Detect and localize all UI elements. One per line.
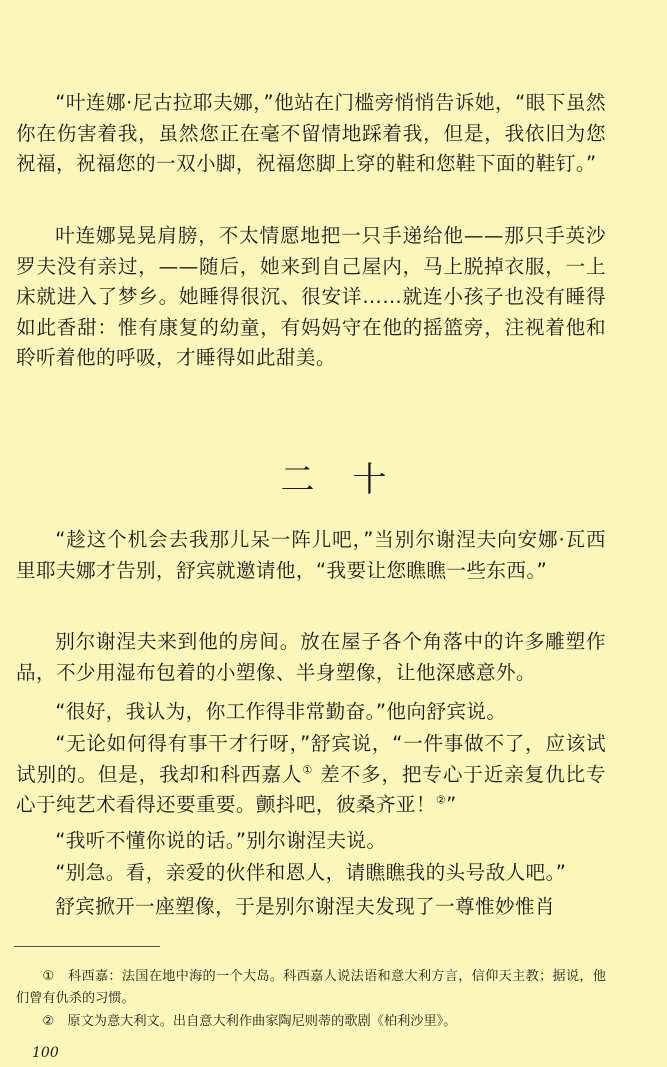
paragraph-revenge-part1: “无论如何得有事干才行呀，”舒宾说，“一件事做不了，应该试试别的。但是，我却和科西嘉人 [16, 732, 606, 786]
paragraph-revenge-part3: ” [446, 793, 457, 816]
footnote-ref-1: ① [302, 762, 314, 776]
paragraph-farewell: “叶连娜·尼古拉耶夫娜，”他站在门槛旁悄悄告诉她，“眼下虽然你在伤害着我，虽然您正在毫不留情地踩着我，但是，我依旧为您祝福，祝福您的一双小脚，祝福您脚上穿的鞋和您鞋下面的鞋钉。” [16, 91, 606, 175]
footnote-divider [14, 946, 160, 947]
paragraph-revenge-part2: 差不多，把专心于近亲复仇比专心于纯艺术看得还要重要。颤抖吧，彼桑齐亚！ [16, 762, 606, 816]
paragraph-enemy: “别急。看，亲爱的伙伴和恩人，请瞧瞧我的头号敌人吧。” [55, 861, 567, 884]
page-number: 100 [32, 1045, 59, 1061]
paragraph-statue: 舒宾掀开一座塑像，于是别尔谢涅夫发现了一尊惟妙惟肖 [55, 895, 556, 918]
paragraph-invitation: “趁这个机会去我那儿呆一阵儿吧，”当别尔谢涅夫向安娜·瓦西里耶夫娜才告别，舒宾就邀请他，“我要让您瞧瞧一些东西。” [16, 528, 606, 582]
footnote-2: ② 原文为意大利文。出自意大利作曲家陶尼则蒂的歌剧《柏利沙里》。 [42, 1014, 457, 1029]
paragraph-sleep: 叶连娜晃晃肩膀，不太情愿地把一只手递给他——那只手英沙罗夫没有亲过，——随后，她来到自己屋内，马上脱掉衣服，一上床就进入了梦乡。她睡得很沉、很安详……就连小孩子也没有睡得如此香甜：惟有康复的幼童，有妈妈守在他的摇篮旁，注视着他和聆听着他的呼吸，才睡得如此甜美。 [16, 224, 606, 369]
paragraph-praise: “很好，我认为，你工作得非常勤奋。”他向舒宾说。 [55, 700, 507, 723]
chapter-title: 二十 [280, 460, 425, 500]
paragraph-studio: 别尔谢涅夫来到他的房间。放在屋子各个角落中的许多雕塑作品，不少用湿布包着的小塑像、半身塑像，让他深感意外。 [16, 630, 606, 684]
footnote-ref-2: ② [435, 793, 447, 807]
paragraph-confused: “我听不懂你说的话。”别尔谢涅夫说。 [55, 829, 387, 852]
paragraph-revenge [16, 729, 606, 821]
footnote-1: ① 科西嘉：法国在地中海的一个大岛。科西嘉人说法语和意大利方言，信仰天主教；据说，他们曾有仇杀的习惯。 [16, 969, 606, 1006]
